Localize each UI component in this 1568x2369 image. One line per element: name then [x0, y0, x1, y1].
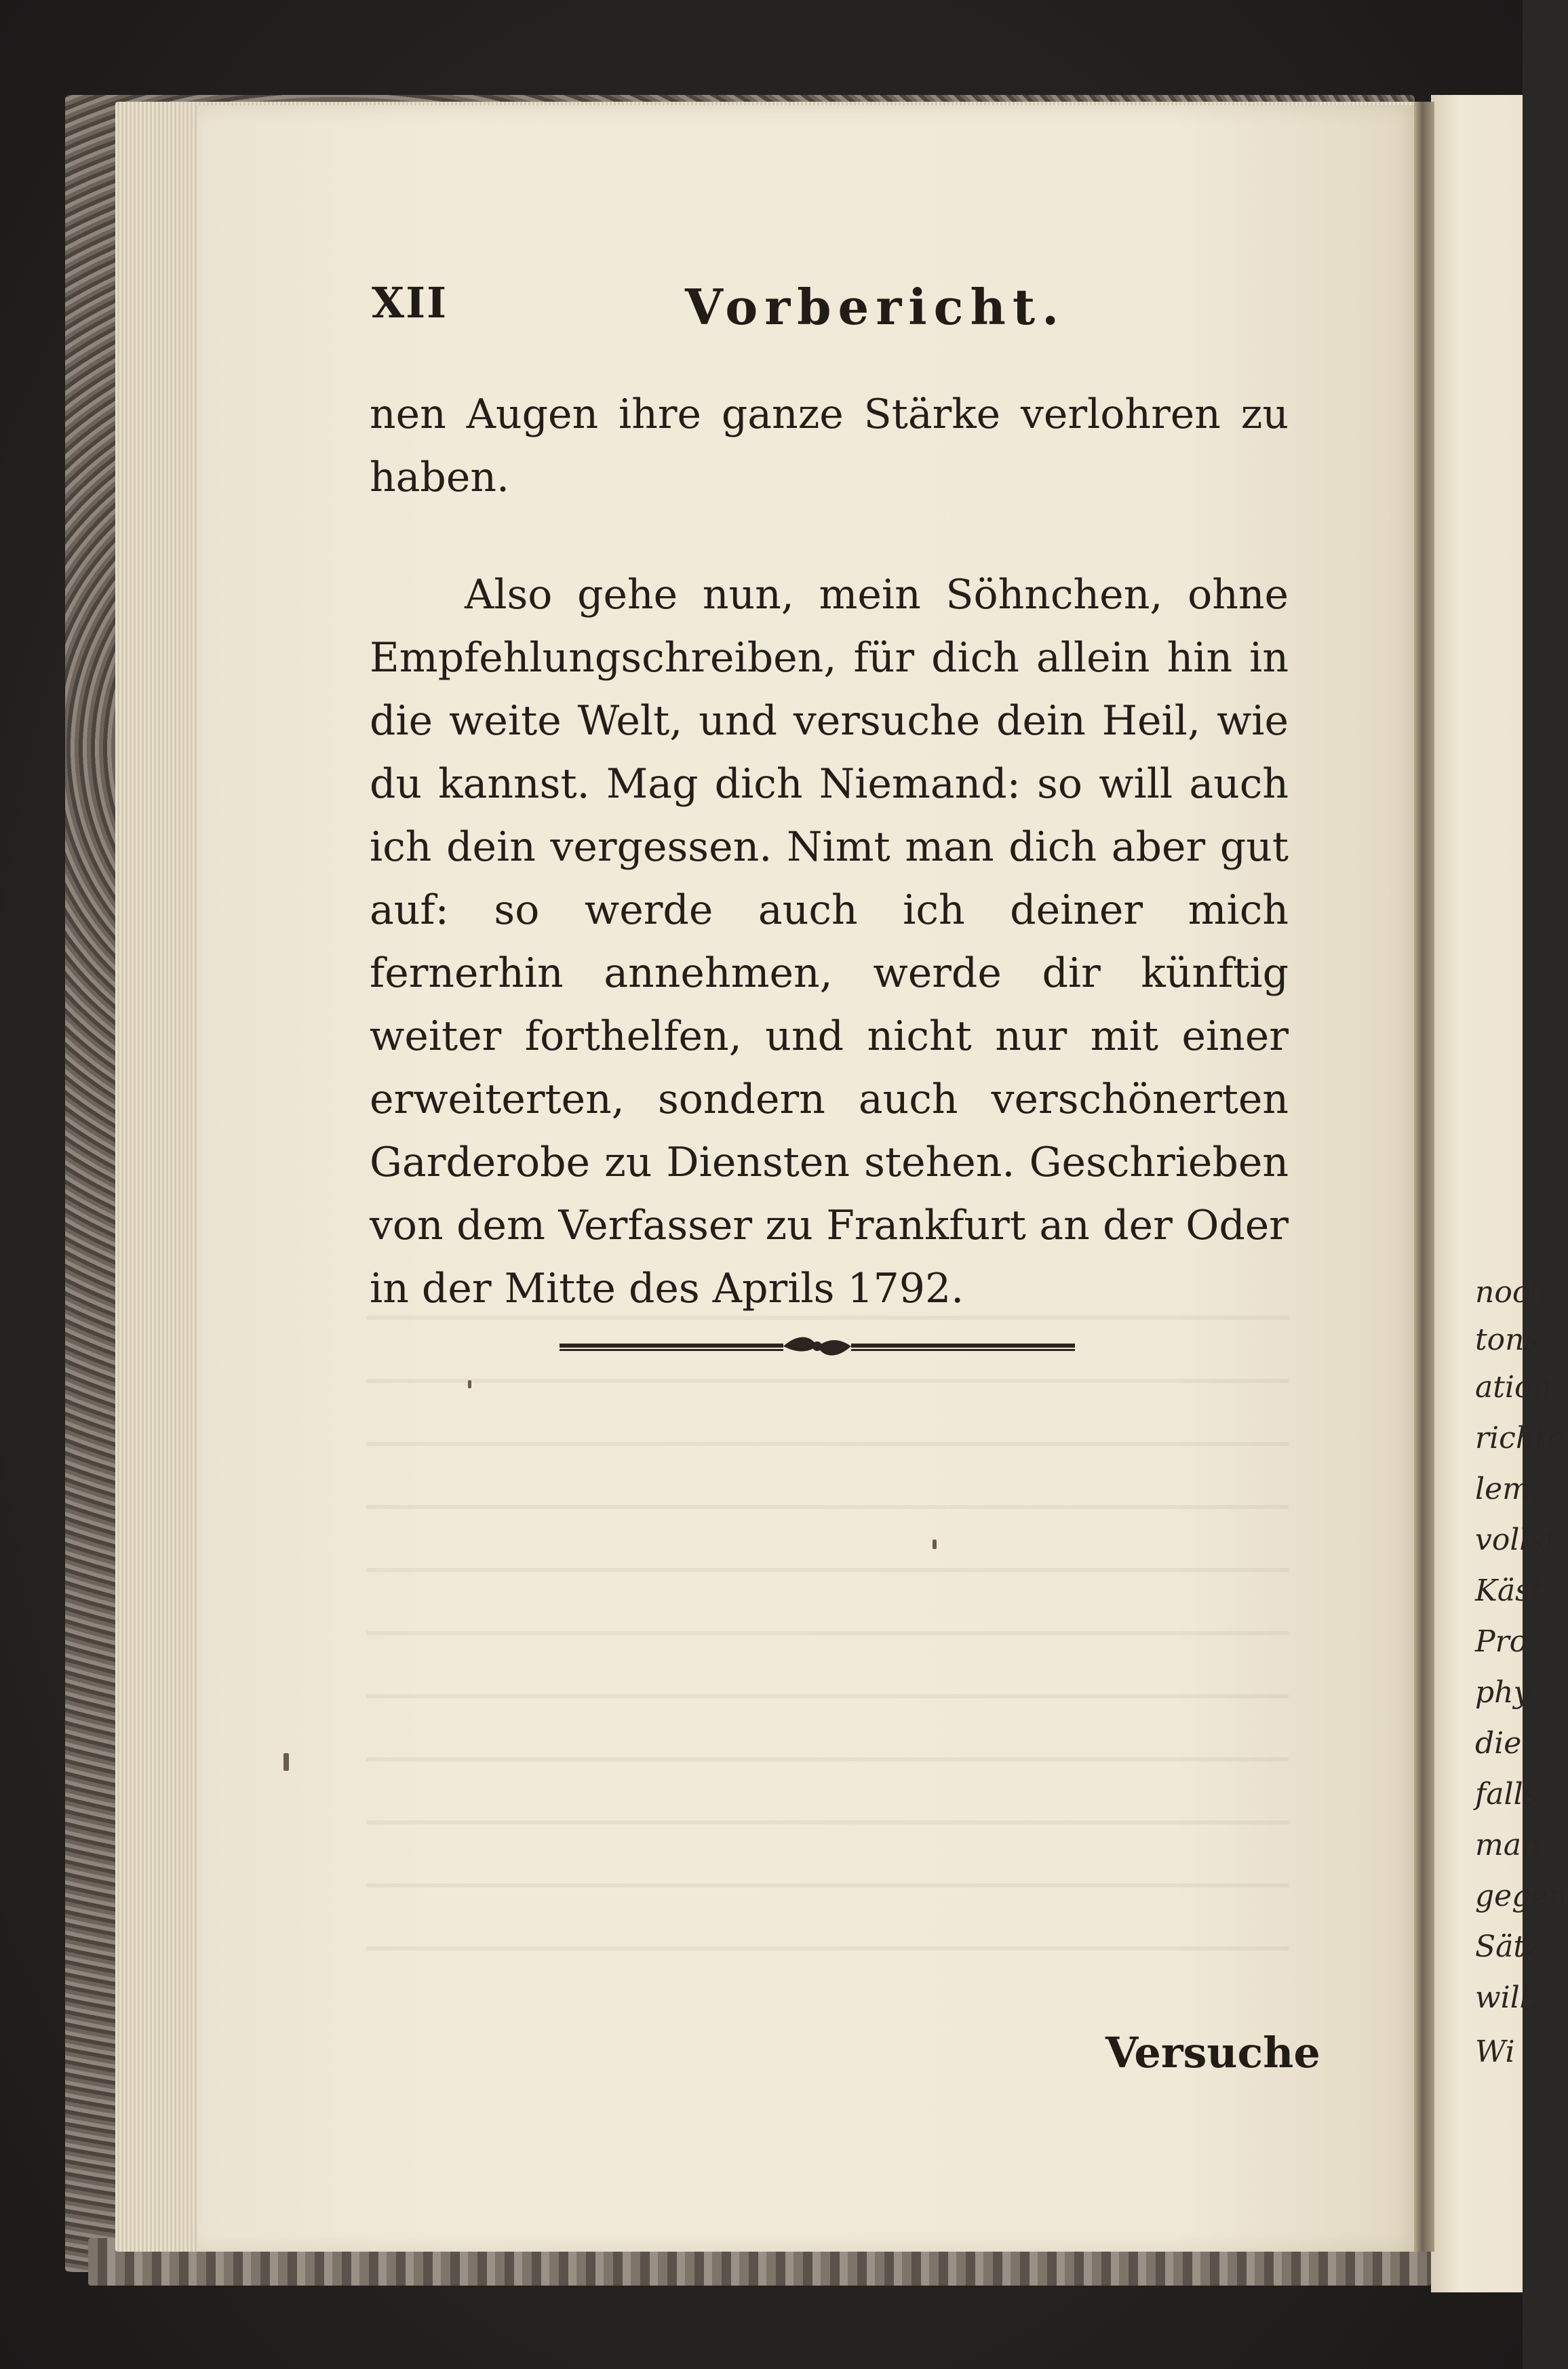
page-number: XII: [372, 278, 448, 328]
facing-fragment: noch: [1475, 1275, 1548, 1310]
facing-fragment: gegen: [1475, 1879, 1568, 1913]
book-gutter: [1414, 102, 1434, 2252]
facing-fragment: phy: [1475, 1675, 1531, 1710]
paper-speck: [933, 1540, 937, 1549]
facing-fragment: vollst: [1475, 1523, 1556, 1557]
facing-fragment: lem,: [1475, 1472, 1540, 1506]
facing-fragment: ation: [1475, 1370, 1552, 1405]
ornament-rule: [560, 1333, 1075, 1360]
facing-fragment: Pro: [1475, 1624, 1528, 1659]
facing-fragment: Käst: [1475, 1573, 1543, 1608]
running-head: Vorbericht.: [685, 278, 1066, 336]
paper-speck: [283, 1753, 289, 1771]
paragraph-1: nen Augen ihre ganze Stärke verlohren zu haben.: [370, 391, 1289, 501]
show-through-text: [366, 1275, 1289, 1953]
facing-fragment: richte: [1475, 1421, 1565, 1455]
facing-fragment: falls: [1475, 1777, 1539, 1812]
body-text: [370, 383, 1289, 1320]
facing-fragment: man: [1475, 1828, 1541, 1862]
facing-fragment: Sätz: [1475, 1930, 1542, 1964]
paragraph-2: Also gehe nun, mein Söhnchen, ohne Empfehlungschreiben, für dich allein hin in die weite Welt, und versuche dein Heil, wie du kannst. Mag dich Niemand: so will auch ich dein vergessen. Nimt man dich aber gut auf: so werde auch ich deiner mich fernerhin annehmen, werde dir künftig weiter forthelfen, und nicht nur mit einer erweiterten, sondern auch verschönerten Garderobe zu Diensten stehen. Geschrieben von dem Verfasser zu Frankfurt an der Oder in der Mitte des Aprils 1792.: [370, 571, 1289, 1312]
catchword: Versuche: [1105, 2028, 1320, 2077]
facing-fragment: Wi: [1475, 2035, 1515, 2069]
paper-speck: [468, 1380, 471, 1388]
facing-fragment: tons: [1475, 1323, 1540, 1357]
facing-fragment: die: [1475, 1726, 1522, 1761]
facing-fragment: will.: [1475, 1980, 1539, 2015]
